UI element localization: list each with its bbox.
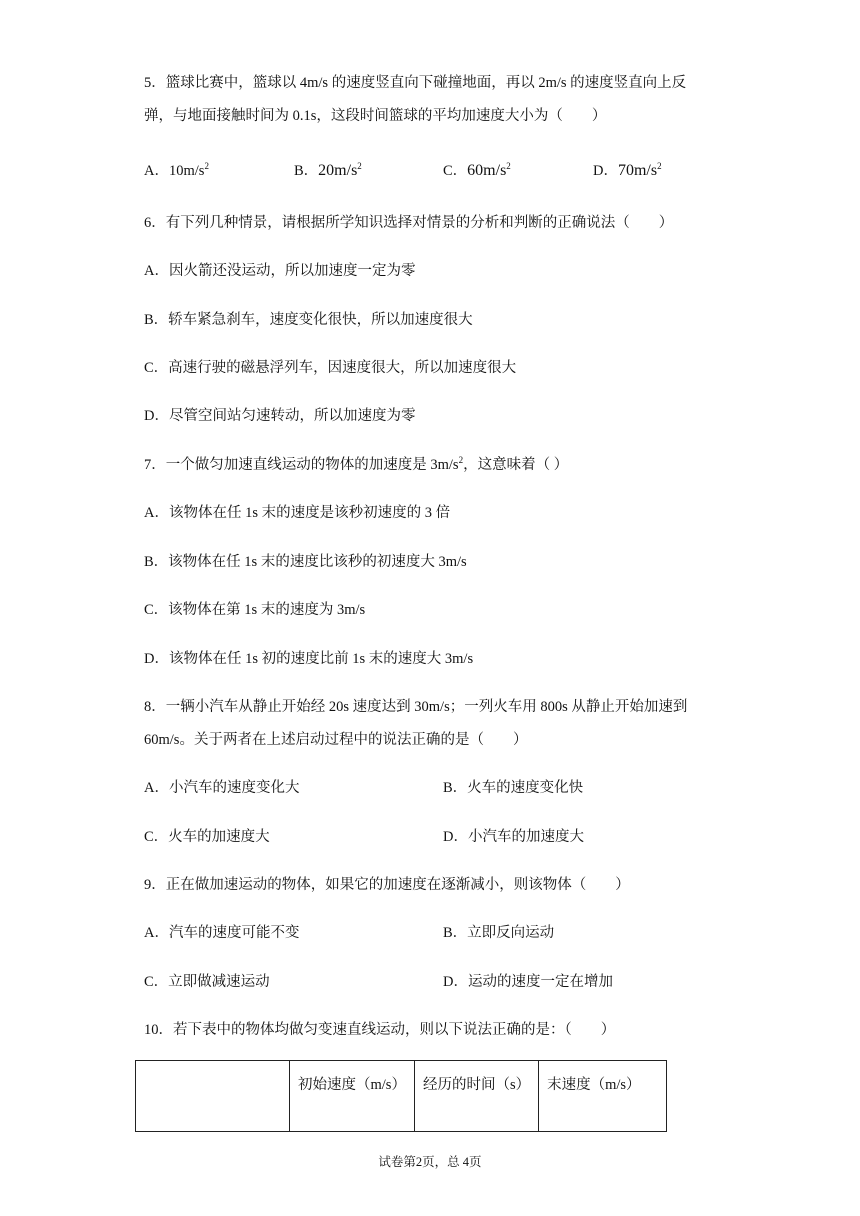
q8-option-d: D．小汽车的加速度大 [443, 829, 584, 845]
q5-stem-line1: 5．篮球比赛中，篮球以 4m/s 的速度竖直向下碰撞地面，再以 2m/s 的速度竖直向上反 [144, 75, 687, 91]
q9-options-row1 [144, 923, 704, 943]
table-header-elapsed-time: 经历的时间（s） [414, 1061, 538, 1132]
q8-option-c: C．火车的加速度大 [144, 829, 270, 845]
q10-table [135, 1060, 667, 1132]
q9-option-c: C．立即做减速运动 [144, 974, 270, 990]
q8-options-row2 [144, 827, 704, 847]
q8-stem-line1: 8．一辆小汽车从静止开始经 20s 速度达到 30m/s；一列火车用 800s 从静止开始加速到 [144, 699, 688, 715]
q8-stem-line2: 60m/s。关于两者在上述启动过程中的说法正确的是（ ） [144, 732, 528, 748]
q8-option-a: A．小汽车的速度变化大 [144, 780, 300, 796]
table-header-initial-velocity: 初始速度（m/s） [290, 1061, 415, 1132]
q5-stem-line2: 弹，与地面接触时间为 0.1s，这段时间篮球的平均加速度大小为（ ） [144, 108, 607, 124]
q5-option-c: C．$60m/s^2$ [443, 161, 511, 179]
q10-stem: 10．若下表中的物体均做匀变速直线运动，则以下说法正确的是：（ ） [144, 1022, 616, 1038]
q7-stem: 7．一个做匀加速直线运动的物体的加速度是 $3m/s^2$，这意味着（ ） [144, 455, 569, 473]
table-header-row [136, 1061, 667, 1132]
q7-option-a: A．该物体在任 1s 末的速度是该秒初速度的 3 倍 [144, 505, 451, 521]
q9-option-b: B．立即反向运动 [443, 925, 555, 941]
q7-option-b: B．该物体在任 1s 末的速度比该秒的初速度大 3m/s [144, 554, 467, 570]
q5-option-d: D．$70m/s^2$ [593, 161, 662, 179]
q6-option-a: A．因火箭还没运动，所以加速度一定为零 [144, 263, 416, 279]
q9-stem: 9．正在做加速运动的物体，如果它的加速度在逐渐减小，则该物体（ ） [144, 877, 630, 893]
q6-stem: 6．有下列几种情景，请根据所学知识选择对情景的分析和判断的正确说法（ ） [144, 215, 674, 231]
table-header-final-velocity: 末速度（m/s） [539, 1061, 667, 1132]
q5-option-b: B．$20m/s^2$ [294, 161, 362, 179]
q5-option-a: A．$10m/s^2$ [144, 161, 209, 179]
page-footer: 试卷第2页，总 4页 [378, 1155, 482, 1169]
table-header-blank [136, 1061, 290, 1132]
q9-option-d: D．运动的速度一定在增加 [443, 974, 613, 990]
q7-option-d: D．该物体在任 1s 初的速度比前 1s 末的速度大 3m/s [144, 651, 474, 667]
q8-option-b: B．火车的速度变化快 [443, 780, 584, 796]
q9-option-a: A．汽车的速度可能不变 [144, 925, 300, 941]
q8-options-row1 [144, 778, 704, 798]
q7-option-c: C．该物体在第 1s 末的速度为 3m/s [144, 602, 366, 618]
q5-options [144, 161, 704, 181]
q6-option-c: C．高速行驶的磁悬浮列车，因速度很大，所以加速度很大 [144, 360, 517, 376]
q9-options-row2 [144, 972, 704, 992]
q6-option-b: B．轿车紧急刹车，速度变化很快，所以加速度很大 [144, 312, 473, 328]
q6-option-d: D．尽管空间站匀速转动，所以加速度为零 [144, 408, 416, 424]
